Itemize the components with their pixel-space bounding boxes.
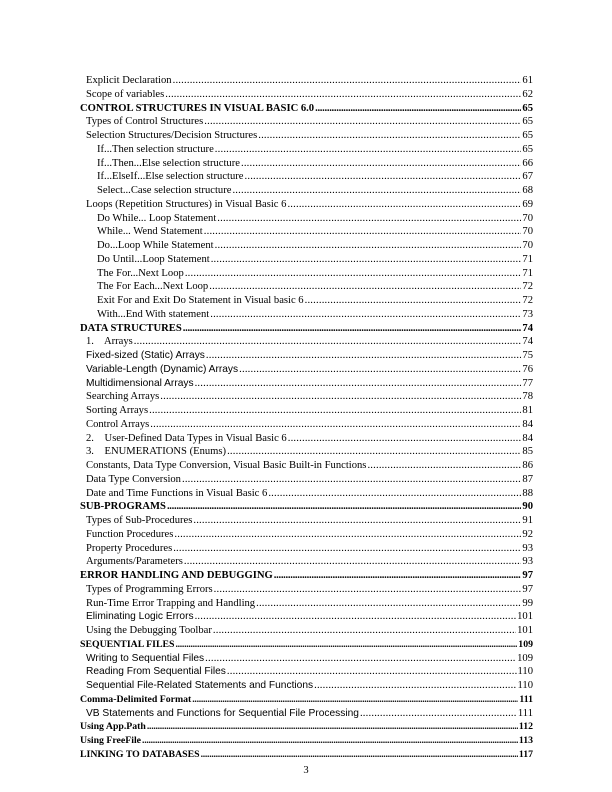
toc-entry-page: 77 [522,377,533,389]
toc-entry[interactable] [80,528,533,542]
toc-entry-title: Using App.Path [80,721,146,733]
dot-leader [147,720,518,734]
dot-leader [150,418,521,432]
toc-entry[interactable] [80,610,533,624]
toc-entry-page: 87 [522,473,533,485]
toc-entry-title: With...End With statement [97,308,210,320]
toc-entry-page: 88 [522,487,533,499]
toc-entry-page: 70 [522,226,533,238]
dot-leader [360,707,517,721]
toc-entry-title: VB Statements and Functions for Sequential File Processing [86,707,359,719]
toc-entry-title: Run-Time Error Trapping and Handling [86,597,256,609]
dot-leader [160,390,521,404]
dot-leader [206,349,522,363]
toc-entry-page: 72 [522,295,533,306]
toc-entry-title: Using the Debugging Toolbar [86,625,212,636]
toc-entry[interactable] [80,459,533,473]
toc-entry[interactable] [80,487,533,501]
page-number: 3 [303,765,309,776]
dot-leader [175,638,517,652]
dot-leader [210,308,521,322]
toc-entry[interactable] [80,308,533,322]
toc-entry-page: 109 [518,638,533,650]
toc-entry-page: 65 [522,143,533,155]
toc-entry-title: Searching Arrays [86,391,160,403]
toc-entry-page: 69 [522,198,533,210]
toc-entry[interactable] [80,184,533,198]
toc-entry-title: Types of Programming Errors [86,583,213,595]
toc-entry[interactable] [80,349,533,363]
toc-entry[interactable] [80,652,533,666]
toc-entry-page: 61 [522,75,533,86]
dot-leader [211,253,522,267]
toc-entry-page: 110 [517,666,533,678]
toc-entry[interactable] [80,597,533,611]
toc-entry-page: 71 [522,253,533,265]
toc-entry-page: 67 [522,171,533,183]
toc-entry[interactable] [80,225,533,239]
toc-entry[interactable] [80,157,533,171]
toc-entry[interactable] [80,404,533,418]
dot-leader [209,280,521,294]
toc-entry[interactable] [80,665,533,679]
toc-entry-title: Eliminating Logic Errors [86,611,194,623]
toc-entry-page: 97 [522,570,533,581]
toc-entry-page: 86 [522,460,533,471]
toc-entry[interactable] [80,363,533,377]
dot-leader [239,363,521,377]
toc-entry[interactable] [80,198,533,212]
toc-entry-title: LINKING TO DATABASES [80,748,200,760]
toc-entry-page: 84 [522,432,533,444]
toc-entry-page: 62 [522,88,533,100]
dot-leader [232,184,521,198]
dot-leader [184,555,522,569]
toc-entry-page: 75 [522,350,533,361]
toc-entry-title: ERROR HANDLING AND DEBUGGING [80,570,273,581]
dot-leader [165,88,521,102]
toc-chapter-entry[interactable] [80,720,533,734]
toc-entry[interactable] [80,170,533,184]
dot-leader [142,734,518,748]
toc-entry-title: Do Until...Loop Statement [97,253,210,265]
dot-leader [227,445,521,459]
toc-entry-title: Select...Case selection structure [97,185,232,196]
dot-leader [195,377,522,391]
toc-chapter-entry[interactable] [80,322,533,336]
toc-entry-page: 84 [522,418,533,430]
toc-chapter-entry[interactable] [80,638,533,652]
toc-entry-page: 101 [517,611,533,623]
dot-leader [183,322,522,336]
toc-entry-title: Exit For and Exit Do Statement in Visual basic 6 [97,295,304,306]
toc-entry-title: Writing to Sequential Files [86,652,205,664]
toc-chapter-entry[interactable] [80,748,533,762]
dot-leader [217,212,521,226]
toc-entry[interactable] [80,239,533,253]
toc-entry-title: Control Arrays [86,418,150,430]
toc-entry[interactable] [80,115,533,129]
dot-leader [258,129,521,143]
dot-leader [134,335,522,349]
toc-entry-page: 74 [522,322,533,334]
toc-entry-title: Comma-Delimited Format [80,693,192,705]
dot-leader [204,115,521,129]
toc-entry[interactable] [80,280,533,294]
toc-entry-title: Types of Control Structures [86,116,204,128]
toc-entry[interactable] [80,88,533,102]
table-of-contents [80,74,533,762]
dot-leader [241,157,521,171]
toc-entry-title: DATA STRUCTURES [80,322,182,334]
toc-entry[interactable] [80,377,533,391]
dot-leader [149,404,521,418]
toc-entry-page: 65 [522,102,533,114]
dot-leader [215,143,522,157]
toc-entry-title: The For Each...Next Loop [97,281,209,293]
dot-leader [287,198,521,212]
toc-entry-title: Reading From Sequential Files [86,666,226,678]
dot-leader [288,432,522,446]
toc-entry-title: Date and Time Functions in Visual Basic 6 [86,487,268,499]
toc-entry[interactable] [80,418,533,432]
toc-entry-title: Function Procedures [86,528,174,540]
toc-entry-page: 110 [517,680,533,691]
toc-entry-page: 85 [522,446,533,458]
dot-leader [315,102,521,116]
dot-leader [195,610,517,624]
toc-entry-page: 99 [522,597,533,609]
toc-entry-page: 66 [522,157,533,169]
toc-entry-page: 117 [518,748,533,760]
toc-entry[interactable] [80,212,533,226]
dot-leader [227,665,517,679]
toc-entry[interactable] [80,624,533,638]
toc-entry-title: Types of Sub-Procedures [86,515,193,526]
dot-leader [185,267,522,281]
toc-entry-title: Using FreeFile [80,735,142,746]
toc-entry-title: If...Then selection structure [97,143,214,155]
toc-entry-title: Do...Loop While Statement [97,240,214,251]
toc-entry-title: CONTROL STRUCTURES IN VISUAL BASIC 6.0 [80,102,315,114]
dot-leader [367,459,521,473]
toc-entry[interactable] [80,267,533,281]
toc-entry-page: 76 [522,363,533,375]
toc-entry[interactable] [80,390,533,404]
toc-entry-page: 113 [518,735,533,746]
toc-entry-page: 74 [522,336,533,348]
toc-chapter-entry[interactable] [80,693,533,707]
toc-entry-title: Constants, Data Type Conversion, Visual Basic Built-in Functions [86,460,367,471]
toc-entry-page: 70 [522,240,533,251]
toc-chapter-entry[interactable] [80,734,533,748]
toc-entry[interactable] [80,583,533,597]
toc-chapter-entry[interactable] [80,500,533,514]
toc-entry-title: Arguments/Parameters [86,556,183,568]
toc-entry[interactable] [80,473,533,487]
dot-leader [213,624,516,638]
dot-leader [173,542,521,556]
dot-leader [274,569,522,583]
toc-entry-title: 2. User-Defined Data Types in Visual Basic 6 [86,432,287,444]
toc-entry-page: 90 [522,501,533,513]
toc-entry[interactable] [80,707,533,721]
dot-leader [268,487,521,501]
toc-entry-title: Multidimensional Arrays [86,377,194,389]
toc-entry-page: 78 [522,391,533,403]
toc-entry-title: Explicit Declaration [86,75,172,86]
toc-entry-page: 109 [517,652,533,664]
toc-entry-title: SEQUENTIAL FILES [80,638,175,650]
dot-leader [167,500,521,514]
toc-entry[interactable] [80,542,533,556]
dot-leader [215,239,522,253]
toc-entry[interactable] [80,253,533,267]
toc-entry[interactable] [80,74,533,88]
dot-leader [305,294,522,308]
dot-leader [245,170,522,184]
toc-entry[interactable] [80,445,533,459]
toc-entry-title: SUB-PROGRAMS [80,501,166,513]
dot-leader [173,74,522,88]
toc-entry-page: 65 [522,116,533,128]
toc-entry-page: 101 [517,625,533,636]
toc-entry-title: Loops (Repetition Structures) in Visual Basic 6 [86,198,287,210]
toc-entry-page: 111 [519,693,533,705]
toc-entry[interactable] [80,129,533,143]
toc-entry-page: 97 [522,583,533,595]
toc-entry-page: 81 [522,405,533,416]
toc-entry[interactable] [80,335,533,349]
toc-entry-page: 91 [522,515,533,526]
toc-entry[interactable] [80,143,533,157]
toc-entry-title: Sorting Arrays [86,405,149,416]
toc-entry-title: The For...Next Loop [97,267,184,279]
toc-entry-title: If...ElseIf...Else selection structure [97,171,244,183]
toc-entry[interactable] [80,679,533,693]
toc-entry-title: Property Procedures [86,542,173,554]
toc-entry-page: 92 [522,528,533,540]
toc-entry-title: 1. Arrays [86,336,133,348]
toc-entry-title: Fixed-sized (Static) Arrays [86,350,205,361]
toc-chapter-entry[interactable] [80,102,533,116]
toc-entry-title: Scope of variables [86,88,165,100]
toc-entry-title: Sequential File-Related Statements and Functions [86,680,314,691]
dot-leader [174,528,521,542]
toc-entry-page: 112 [518,721,533,733]
toc-entry-page: 70 [522,212,533,224]
dot-leader [193,514,521,528]
toc-entry-title: 3. ENUMERATIONS (Enums) [86,446,227,458]
toc-entry-title: If...Then...Else selection structure [97,157,240,169]
dot-leader [192,693,518,707]
toc-entry-title: While... Wend Statement [97,226,203,238]
toc-entry-title: Do While... Loop Statement [97,212,217,224]
toc-entry-page: 93 [522,542,533,554]
toc-entry-page: 72 [522,281,533,293]
toc-entry-page: 68 [522,185,533,196]
dot-leader [204,225,522,239]
toc-entry-page: 93 [522,556,533,568]
toc-entry-page: 65 [522,130,533,141]
toc-chapter-entry[interactable] [80,569,533,583]
dot-leader [256,597,521,611]
dot-leader [205,652,516,666]
toc-entry[interactable] [80,555,533,569]
dot-leader [314,679,516,693]
toc-entry-page: 111 [517,707,533,719]
toc-entry-title: Selection Structures/Decision Structures [86,130,258,141]
toc-entry-title: Data Type Conversion [86,473,181,485]
dot-leader [182,473,521,487]
dot-leader [214,583,522,597]
toc-entry[interactable] [80,432,533,446]
dot-leader [201,748,518,762]
toc-entry-page: 71 [522,267,533,279]
toc-entry-title: Variable-Length (Dynamic) Arrays [86,363,239,375]
toc-entry[interactable] [80,514,533,528]
toc-entry-page: 73 [522,308,533,320]
toc-entry[interactable] [80,294,533,308]
